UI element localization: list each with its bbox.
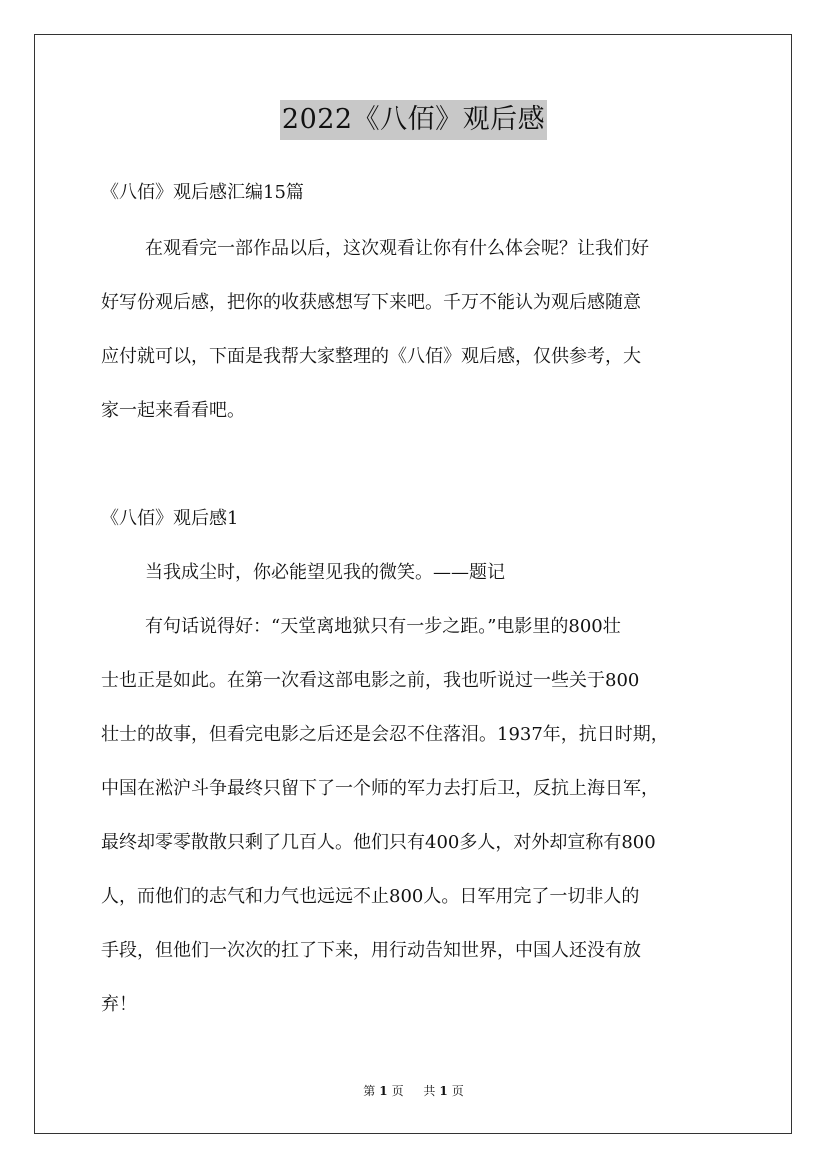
body-line-5: 最终却零零散散只剩了几百人。他们只有400多人，对外却宣称有800: [101, 832, 656, 853]
intro-line-4: 家一起来看看吧。: [101, 400, 245, 421]
body-line-6: 人，而他们的志气和力气也远远不止800人。日军用完了一切非人的: [101, 886, 640, 907]
body-line-4: 中国在淞沪斗争最终只留下了一个师的军力去打后卫，反抗上海日军，: [101, 778, 659, 799]
total-prefix: 共: [423, 1084, 436, 1098]
page-indicator: [359, 1084, 407, 1098]
total-number: 1: [439, 1084, 448, 1098]
intro-line-1: 在观看完一部作品以后，这次观看让你有什么体会呢？让我们好: [145, 238, 649, 259]
document-title: 2022《八佰》观后感: [280, 100, 547, 140]
body-line-2: 士也正是如此。在第一次看这部电影之前，我也听说过一些关于800: [101, 670, 640, 691]
intro-line-2: 好写份观后感，把你的收获感想写下来吧。千万不能认为观后感随意: [101, 292, 641, 313]
body-line-1: 有句话说得好：“天堂离地狱只有一步之距。”电影里的800壮: [145, 616, 621, 637]
total-suffix: 页: [451, 1084, 464, 1098]
page-suffix: 页: [391, 1084, 404, 1098]
page-prefix: 第: [363, 1084, 376, 1098]
body-line-8: 弃！: [101, 994, 137, 1015]
intro-line-3: 应付就可以，下面是我帮大家整理的《八佰》观后感，仅供参考，大: [101, 346, 641, 367]
page-footer: [0, 1083, 827, 1099]
page-number: 1: [379, 1084, 388, 1098]
total-indicator: [419, 1084, 467, 1098]
body-line-3: 壮士的故事，但看完电影之后还是会忍不住落泪。1937年，抗日时期，: [101, 724, 669, 745]
title-container: [0, 100, 827, 140]
epigraph: 当我成尘时，你必能望见我的微笑。——题记: [145, 562, 505, 583]
body-line-7: 手段，但他们一次次的扛了下来，用行动告知世界，中国人还没有放: [101, 940, 641, 961]
document-subtitle: 《八佰》观后感汇编15篇: [101, 182, 304, 203]
section-heading: 《八佰》观后感1: [101, 508, 239, 529]
